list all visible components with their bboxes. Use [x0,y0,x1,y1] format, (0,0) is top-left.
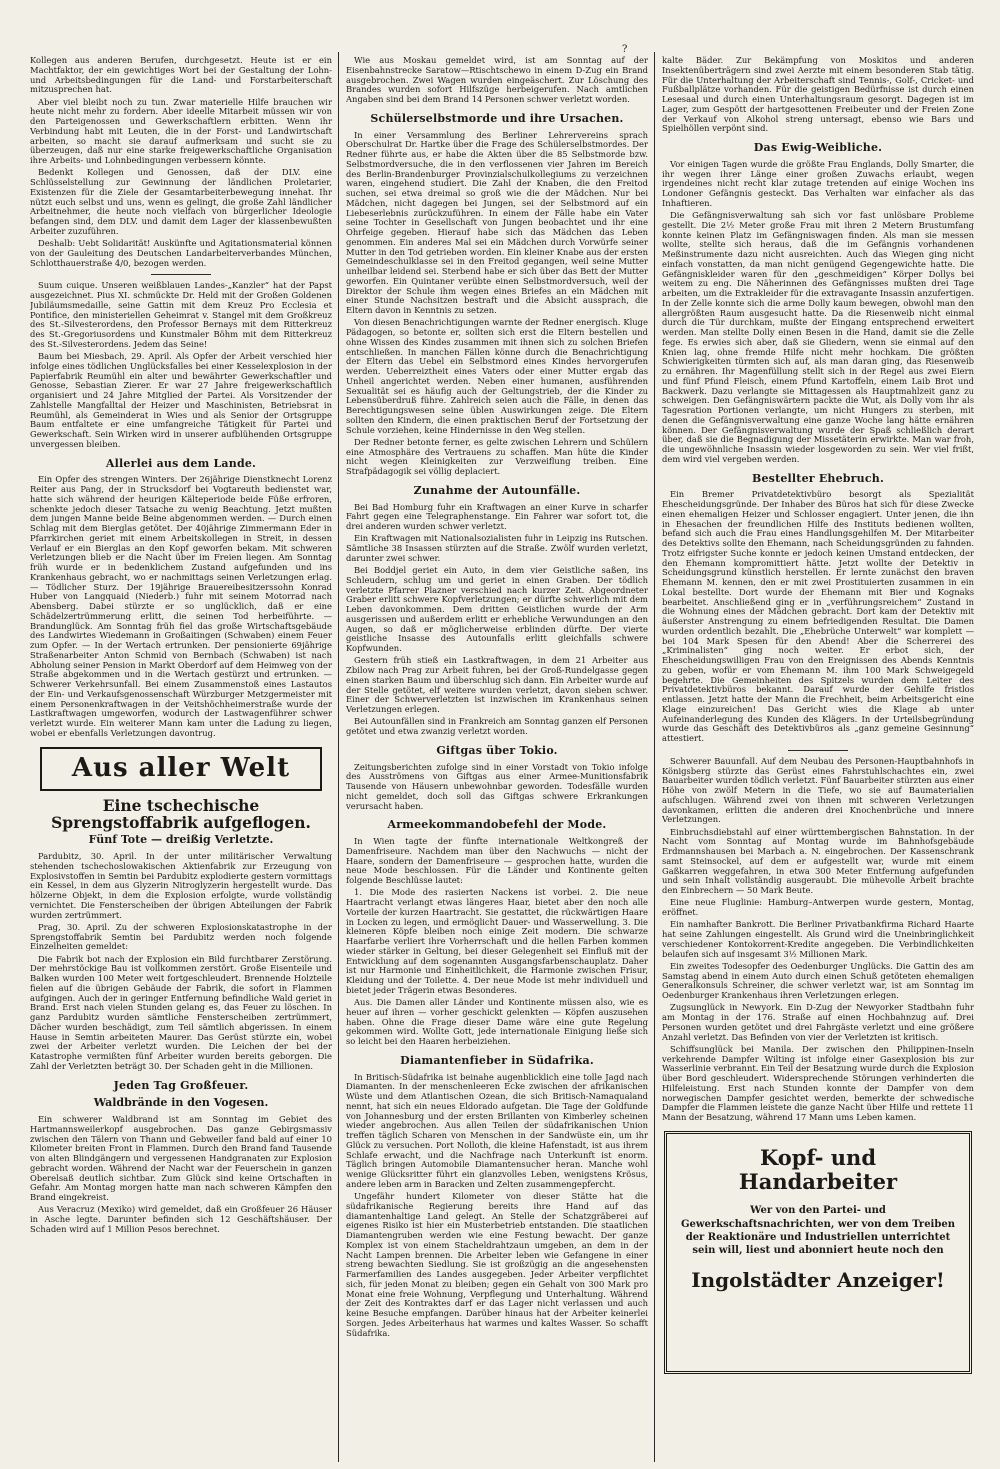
article-paragraph: In Britisch-Südafrika ist beinahe augenblicklich eine tolle Jagd nach Diamanten. In der menschenleeren Ecke zwischen der afrikanischen Wüste und dem Atlantischen Ozean, die sich Britisch-Namaqualand nennt, hat sich ein neues Eldorado aufgetan. Die Tage der Goldfunde von Johannesburg und der ersten Brillanten von Kimberley scheinen wieder angebrochen. Aus allen Teilen der südafrikanischen Union treffen täglich Scharen von Menschen in der Sandwüste ein, um ihr Glück zu versuchen. Port Nolloth, die kleine Hafenstadt, ist aus ihrem Schlafe erwacht, und die Nachfrage nach Unterkunft ist enorm. Täglich bringen Automobile Diamantensucher heran. Manche wohl wenige Glücksritter führt ein glanzvolles Leben, wenigstens Krösus, andere leben arm in Baracken und Zelten zusammengepfercht. [346,1071,648,1189]
column-rule-left [338,52,339,1462]
article-paragraph: Ein schwerer Waldbrand ist am Sonntag im Gebiet des Hartmannsweilerkopf ausgebrochen. Das ganze Gebirgsmassiv zwischen den Tälern von Thann und Gebweiler fand bald auf einer 10 Kilometer breiten Front in Flammen. Durch den Brand fand Tausende von alten Blindgängern und vergessenen Handgranaten zur Explosion gebracht worden. Während der Nacht war der Feuerschein in ganzen Oberelsaß deutlich sichtbar. Zum Glück sind keine Ortschaften in Gefahr. Am Montag morgen hatte man nach schweren Kämpfen den Brand eingekreist. [30,1114,332,1203]
article-paragraph: Schiffsunglück bei Manila. Der zwischen den Philippinen-Inseln verkehrende Dampfer Wilting ist infolge einer Gasexplosion bis zur Wasserlinie verbrannt. Ein Teil der Besatzung wurde durch die Explosion über Bord geschleudert. Widersprechende Störungen verhinderten die Hilfeleistung. Erst nach Stunden konnte der Dampfer von dem norwegischen Dampfer gesichtet werden, bemerkte der schwedische Dampfer die Flammen leistete die ganze Nacht über Hilfe und rettete 11 Mann der Besatzung, während 17 Mann ums Leben kamen. [662,1043,974,1122]
article-paragraph: Gestern früh stieß ein Lastkraftwagen, in dem 21 Arbeiter aus Zbilow nach Prag zur Arbeit fuhren, bei der Groß-Rundelgasse gegen einen starken Baum und überschlug sich dann. Ein Arbeiter wurde auf der Stelle getötet, elf weitere wurden verletzt, davon sieben schwer. Einer der Schwerverletzten ist inzwischen im Krankenhaus seinen Verletzungen erlegen. [346,655,648,714]
advertisement-newspaper-name: Ingolstädter Anzeiger! [691,1268,945,1293]
section-divider [788,750,848,751]
article-paragraph: Die Fabrik bot nach der Explosion ein Bild furchtbarer Zerstörung. Der mehrstöckige Bau ist vollkommen zerstört. Große Eisenteile und Balken wurden 100 Meter weit fortgeschleudert. Brennende Holzteile fielen auf die übrigen Gebäude der Fabrik, die sofort in Flammen aufgingen. Auch der in geringer Entfernung befindliche Wald geriet in Brand. Erst nach vielen Stunden gelang es, das Feuer zu löschen. In ganz Pardubitz wurden sämtliche Fensterscheiben zertrümmert, Dächer wurden beschädigt, zum Teil sämtlich abgerissen. In einem Hause in Semtin arbeiteten Maurer. Das Gerüst stürzte ein, wobei zwei der Arbeiter verletzt wurden. Die Leichen der bei der Katastrophe vermißten fünf Arbeiter wurden bereits geborgen. Die Zahl der Verletzten beträgt 30. Der Schaden geht in die Millionen. [30,953,332,1071]
section-heading-land: Allerlei aus dem Lande. [105,456,257,470]
article-paragraph: Aus. Die Damen aller Länder und Kontinente müssen also, wie es heuer auf ihren — vorher geschickt gelenkten — Köpfen auszusehen haben. Ohne die Frage dieser Dame wäre eine gute Regelung gekommen wird. Wollte Gott, jede internationale Einigung ließe sich so leicht bei den Haaren herbeiziehen. [346,997,648,1046]
article-paragraph: Zeitungsberichten zufolge sind in einer Vorstadt von Tokio infolge des Ausströmens von Giftgas aus einer Armee-Munitionsfabrik Tausende von Häusern unbewohnbar geworden. Todesfälle wurden nicht gemeldet, doch soll das Giftgas schwere Erkrankungen verursacht haben. [346,761,648,811]
article-subheading: Waldbrände in den Vogesen. [93,1096,269,1110]
article-paragraph: Der Redner betonte ferner, es gelte zwischen Lehrern und Schülern eine Atmosphäre des Vertrauens zu schaffen. Man hüte die Kinder nicht wegen Kleinigkeiten zur Verzweiflung treiben. Eine Strafpädagogik sei völlig deplaciert. [346,436,648,476]
article-heading: Giftgas über Tokio. [436,743,558,757]
article-paragraph: Die Gefängnisverwaltung sah sich vor fast unlösbare Probleme gestellt. Die 2½ Meter große Frau mit ihren 2 Metern Brustumfang konnte keinen Platz im Gefängniswagen finden. Als man sie messen wollte, stellte sich heraus, daß die im Gefängnis vorhandenen Meßinstrumente dazu nicht ausreichten. Auch das Wiegen ging nicht einfach vonstatten, da man nicht genügend Gegengewichte hatte. Die Gefängniskleider waren für den „geschmeidigen“ Körper Dollys bei weitem zu eng. Die Näherinnen des Gefängnisses mußten drei Tage arbeiten, um die Extrakleider für die extravagante Insassin anzufertigen. In der Zelle konnte sich die arme Dolly kaum bewegen, obwohl man den allergrößten Raum ausgesucht hatte. Da die Riesenweib nicht einmal durch die Tür durchkam, mußte der Eingang entsprechend erweitert werden. Man stellte Dolly einen Besen in die Hand, damit sie die Zelle fege. Es erwies sich aber, daß sie Gliedern, wenn sie einmal auf den Knien lag, ohne fremde Hilfe nicht mehr hochkam. Die größten Schwierigkeiten türmten sich auf, als man daran ging, das Riesenweib zu ernähren. Ihr Magenfüllung stellt sich in der Regel aus zwei Eiern und fünf Pfund Fleisch, einem Pfund Kartoffeln, einem Laib Brot und Backwerk. Dazu verlangte sie Mittagessen als Hauptmahlzeit ganz zu schweigen. Den Gefängniswärtern packte die Wut, als Dolly vom ihr als Tagesration Portionen verlangte, um nicht Hungers zu sterben, mit denen die Gefängnisverwaltung eine ganze Woche lang hätte ernähren können. Der Gefängnisverwaltung wurde der Spaß schließlich derart über, daß sie die Begnadigung der Missetäterin erwirkte. Man war froh, die ungewöhnliche Insassin wieder losgeworden zu sein. Wer viel frißt, dem wird viel vergeben werden. [662,210,974,464]
advertisement-title: Kopf- und Handarbeiter [738,1144,898,1195]
article-heading: Bestellter Ehebruch. [751,471,885,485]
article-paragraph: Suum cuique. Unseren weißblauen Landes-„Kanzler“ hat der Papst ausgezeichnet. Pius XI. schmückte Dr. Held mit der Großen Goldenen Jubiläumsmedaille, seine Gattin mit dem Kreuz Pro Ecclesia et Pontifice, den ministeriellen Geheimrat v. Stangel mit dem Großkreuz des St.-Silvesterordens, den Professor Bernays mit dem Ritterkreuz des St.-Gregoriusordens und Kunstmaler Böhm mit dem Ritterkreuz des St.-Silvesterordens. Jedem das Seine! [30,280,332,349]
section-banner: Aus aller Welt [40,747,322,791]
article-heading: Schülerselbstmorde und ihre Ursachen. [370,111,624,125]
article-paragraph: Schwerer Bauunfall. Auf dem Neubau des Personen-Hauptbahnhofs in Königsberg stürzte das Gerüst eines Fahrstuhlschachtes ein, zwei Bauarbeiter wurden tödlich verletzt. Fünf Bauarbeiter stürzten aus einer Höhe von zwölf Metern in die Tiefe, wo sie auf Baumaterialien aufschlugen. Während zwei von ihnen mit schweren Verletzungen davonkamen, erlitten die anderen drei Knochenbrüche und innere Verletzungen. [662,755,974,825]
article-paragraph: Prag, 30. April. Zu der schweren Explosionskatastrophe in der Sprengstoffabrik Semtin bei Pardubitz werden noch folgende Einzelheiten gemeldet: [30,921,332,952]
article-paragraph: Ein zweites Todesopfer des Oedenburger Unglücks. Die Gattin des am Samstag abend in einem Auto durch einen Schuß getöteten ehemaligen Generalkonsuls Schreiner, die schwer verletzt war, ist am Sonntag im Oedenburger Krankenhaus ihren Verletzungen erlegen. [662,960,974,1000]
page-number: ? [622,44,628,55]
article-paragraph: Deshalb: Uebt Solidarität! Auskünfte und Agitationsmaterial können von der Gauleitung des Deutschen Landarbeiterverbandes München, Schlotthauerstraße 4/0, bezogen werden. [30,238,332,268]
column-1 [30,56,332,1464]
article-paragraph: Vor einigen Tagen wurde die größte Frau Englands, Dolly Smarter, die ihr wegen ihrer Länge einer großen Zuwachs erlaubt, wegen irgendeines nicht recht klar zutage tretenden auf einige Wochen ins Londoner Gefängnis gesteckt. Das Verhalten war einfacher als das Inhaftieren. [662,158,974,208]
article-paragraph: Aber viel bleibt noch zu tun. Zwar materielle Hilfe brauchen wir heute nicht mehr zu fordern. Aber ideelle Mitarbeit müssen wir von den Parteigenossen und Gewerkschaftlern erbitten. Wenn ihr Verbindung habt mit Leuten, die in der Forst- und Landwirtschaft arbeiten, so macht sie darauf aufmerksam und sucht sie zu überzeugen, daß nur eine starke freigewerkschaftliche Organisation ihre Arbeits- und Lohnbedingungen verbessern könnte. [30,96,332,165]
article-paragraph: Von diesen Benachrichtigungen warnte der Redner energisch. Kluge Pädagogen, so betonte er, sollten sich erst die Eltern bestellen und ohne Wissen des Kindes zusammen mit ihnen sich zu solchen Briefen entschließen. In manchen Fällen könne durch die Benachrichtigung der Eltern das Uebel ein Selbstmord eines Kindes hervorgerufen werden. Ueberreiztheit eines Vaters oder einer Mutter ergab das Unheil angerichtet werden. Neben einer humanen, ausführenden Sexualität sei es häufig auch der Geltungstrieb, der die Kinder zu Lebensüberdruß führe. Zahlreich seien auch die Fälle, in denen das Berechtigungswesen seine üblen Auswirkungen zeige. Die Eltern sollten den Kindern, die einen praktischen Beruf der Fortsetzung der Schule vorziehen, keine Hindernisse in den Weg stellen. [346,317,648,435]
article-paragraph: Zugsunglück in Newyork. Ein D-Zug der Newyorker Stadtbahn fuhr am Montag in der 176. Straße auf einen Hochbahnzug auf. Drei Personen wurden getötet und drei Fahrgäste verletzt und eine größere Anzahl verletzt. Das Befinden von vier der Verletzten ist kritisch. [662,1002,974,1042]
article-paragraph: Ungefähr hundert Kilometer von dieser Stätte hat die südafrikanische Regierung bereits ihre Hand auf das diamantenhaltige Land gelegt. An Stelle der Schatzgräberei auf eigenes Risiko ist hier ein Musterbetrieb entstanden. Die staatlichen Diamantengruben werden wie eine Festung bewacht. Der ganze Komplex ist von einem Stacheldrahtzaun umgeben, an dem in der Nacht Lampen brennen. Die Arbeiter leben wie Gefangene in einer streng bewachten Siedlung. Sie ist großzügig an die angesehensten Farmerfamilien des Landes ausgegeben. Jeder Arbeiter verpflichtet sich, für jeden Monat zu bleiben; gegen ein Gehalt von 300 Mark pro Monat eine freie Wohnung, Verpflegung und Unterhaltung. Während der Zeit des Kontraktes darf er das Lager nicht verlassen und auch keine Besuche empfangen. Darüber hinaus hat der Arbeiter keinerlei Sorgen. Jedes Arbeiterhaus hat warmes und kaltes Wasser. So schafft Südafrika. [346,1191,648,1338]
article-paragraph: Pardubitz, 30. April. In der unter militärischer Verwaltung stehenden tschechoslowakischen Aktienfabrik zur Erzeugung von Explosivstoffen in Semtin bei Pardubitz explodierte gestern vormittags ein Kessel, in dem aus Glyzerin Nitroglyzerin hergestellt wurde. Das hölzerne Objekt, in dem die Explosion erfolgte, wurde vollständig vernichtet. Die Fensterscheiben der übrigen Abteilungen der Fabrik wurden zertrümmert. [30,851,332,920]
article-paragraph: Bei Bad Homburg fuhr ein Kraftwagen an einer Kurve in scharfer Fahrt gegen eine Telegraphenstange. Ein Fahrer war sofort tot, die drei anderen wurden schwer verletzt. [346,501,648,531]
column-rule-right [654,52,655,1462]
article-paragraph: In Wien tagte der fünfte internationale Weltkongreß der Damenfriseure. Nachdem man über den Nachwuchs — nicht der Haare, sondern der Damenfriseure — gesprochen hatte, wurden die neue Mode beschlossen. Für die Länder und Kontinente gelten folgende Beschlüsse lautet: [346,836,648,885]
article-paragraph: Eine neue Fluglinie: Hamburg–Antwerpen wurde gestern, Montag, eröffnet. [662,897,974,917]
article-paragraph: Aus Veracruz (Mexiko) wird gemeldet, daß ein Großfeuer 26 Häuser in Asche legte. Darunter befinden sich 12 Geschäftshäuser. Der Schaden wird auf 1 Million Pesos berechnet. [30,1204,332,1234]
article-heading: Zunahme der Autounfälle. [413,483,581,497]
column-2 [346,56,648,1464]
article-paragraph: Kollegen aus anderen Berufen, durchgesetzt. Heute ist er ein Machtfaktor, der ein gewichtiges Wort bei der Gestaltung der Lohn- und Arbeitsbedingungen für die Land- und Forstarbeiterschaft mitzusprechen hat. [30,56,332,95]
article-paragraph: Ein namhafter Bankrott. Die Berliner Privatbankfirma Richard Haarte hat seine Zahlungen eingestellt. Als Grund wird die Uneinbringlichkeit verschiedener Kontokorrent-Kredite angegeben. Die Verbindlichkeiten belaufen sich auf insgesamt 3½ Millionen Mark. [662,919,974,959]
article-paragraph: Baum bei Miesbach, 29. April. Als Opfer der Arbeit verschied hier infolge eines tödlichen Unglücksfalles bei einer Kesselexplosion in der Papierfabrik Reumühl ein alter und bewährter Gewerkschaftler und Genosse, Sebastian Zierer. Er war 27 Jahre freigewerkschaftlich organisiert und 24 Jahre Mitglied der Partei. Als Vorsitzender der Zahlstelle Mangfalltal der Heizer und Maschinisten, Betriebsrat in Reumühl, als Gemeinderat in Wies und als Senior der Ortsgruppe Baum entfaltete er eine umfangreiche Tätigkeit für Partei und Gewerkschaft. Sein Wirken wird in unserer aufblühenden Ortsgruppe unvergessen bleiben. [30,351,332,449]
column-3 [662,56,974,1464]
advertisement-box [664,1131,972,1374]
lead-headline: Eine tschechische Sprengstoffabrik aufgeflogen. [51,795,311,833]
article-heading: Jeden Tag Großfeuer. [113,1078,249,1092]
article-paragraph: Bei Autounfällen sind in Frankreich am Sonntag ganzen elf Personen getötet und etwa zwanzig verletzt worden. [346,716,648,736]
article-heading: Armeekommandobefehl der Mode. [387,818,607,832]
lead-subheadline: Fünf Tote — dreißig Verletzte. [88,833,274,847]
article-paragraph: kalte Bäder. Zur Bekämpfung von Moskitos und anderen Insektenüberträgern sind zwei Aerzte mit einem besonderen Stab tätig. Für die Unterhaltung der Arbeiterschaft sind Tennis-, Golf-, Cricket- und Fußballplätze vorhanden. Für die geistigen Bedürfnisse ist durch einen Lesesaal und durch einen Unterhaltungsraum gesorgt. Dagegen ist im Lager, zum Gespött der hartgesottenen Freibeuter und der Freien Zone der Verkauf von Alkohol streng untersagt, ebenso wie Bars und Spielhöllen verpönt sind. [662,56,974,134]
article-heading: Diamantenfieber in Südafrika. [400,1053,594,1067]
advertisement-body: Wer von den Partei- und Gewerkschaftsnachrichten, wer von dem Treiben der Reaktionäre und Industriellen unterrichtet sein will, liest und abonniert heute noch den [681,1205,955,1257]
section-divider [151,274,211,275]
article-heading: Das Ewig-Weibliche. [753,141,883,154]
article-paragraph: Bei Boddjel geriet ein Auto, in dem vier Geistliche saßen, ins Schleudern, schlug um und geriet in einen Graben. Der tödlich verletzte Pfarrer Plazner verschied nach kurzer Zeit. Abgeordneter Graber erlitt schwere Kopfverletzungen; er dürfte schwerlich mit dem Leben davonkommen. Dem dritten Geistlichen wurde der Arm ausgerissen und außerdem erlitt er erhebliche Verwundungen an den Augen, so daß er möglicherweise erblinden dürfte. Der vierte geistliche Insasse des Autounfalls erlitt gleichfalls schwere Kopfwunden. [346,565,648,653]
article-paragraph: Ein Opfer des strengen Winters. Der 26jährige Dienstknecht Lorenz Reiter aus Pang, der in Strucksdorf bei Vogtareuth bedienstet war, hatte sich während der heurigen Kälteperiode beide Füße erfroren, schenkte jedoch dieser Tatsache zu wenig Beachtung. Jetzt mußten dem jungen Manne beide Beine abgenommen werden. — Durch einen Schlag mit dem Bierglas getötet. Der 40jährige Zimmermann Eder in Pfarrkirchen geriet mit einem Arbeitskollegen in Streit, in dessen Verlauf er ein Bierglas an den Kopf geworfen bekam. Mit schweren Verletzungen blieb er die Nacht über im Freien liegen. Am Sonntag früh wurde er in bedenklichem Zustand aufgefunden und ins Krankenhaus gebracht, wo er nachmittags seinen Verletzungen erlag. — Tödlicher Sturz. Der 19jährige Brauereibesitzerssohn Konrad Huber von Langquaid (Niederb.) fuhr mit seinem Motorrad nach Abensberg. Dabei stürzte er so unglücklich, daß er eine Schädelzertrümmerung erlitt, die seinen Tod herbeiführte. — Brandunglück. Am Sonntag früh fiel das große Wirtschaftsgebäude des Landwirtes Wiedemann in Großaitingen (Schwaben) einem Feuer zum Opfer. — In der Wertach ertrunken. Der pensionierte 69jährige Straßenarbeiter Anton Schmid von Bernbach (Schwaben) ist nach Abholung seiner Pension in Markt Oberdorf auf dem Heimweg von der Straße abgekommen und in die Wertach gestürzt und ertrunken. — Schwerer Verkehrsunfall. Bei einem Zusammenstoß eines Lastautos der Ein- und Verkaufsgenossenschaft Würzburger Metzgermeister mit einem Personenkraftwagen in der Veitshöchheimerstraße wurde der Lastkraftwagen umgeworfen, wodurch der Lastwagenführer schwer verletzt wurde. Ein weiterer Mann kam unter die Ladung zu liegen, wobei er ebenfalls Verletzungen davontrug. [30,474,332,738]
article-paragraph: Wie aus Moskau gemeldet wird, ist am Sonntag auf der Eisenbahnstrecke Saratow—Rtischtschewo in einem D-Zug ein Brand ausgebrochen. Zwei Wagen wurden eingeäschert. Zur Löschung des Brandes wurden sofort Hilfszüge herbeigerufen. Nach amtlichen Angaben sind bei dem Brand 14 Personen schwer verletzt worden. [346,56,648,104]
article-paragraph: Ein Kraftwagen mit Nationalsozialisten fuhr in Leipzig ins Rutschen. Sämtliche 38 Insassen stürzten auf die Straße. Zwölf wurden verletzt, darunter zwei schwer. [346,533,648,563]
article-paragraph: Ein Bremer Privatdetektivbüro besorgt als Spezialität Ehescheidungsgründe. Der Inhaber des Büros hat sich für diese Zwecke einen ehemaligen Heizer und Schlosser engagiert. Unter jenen, die ihn in Ehesachen der freundlichen Hilfe des Instituts bedienen wollten, befand sich auch die Frau eines Handlungsgehilfen M. Der Mitarbeiter des Detektivs sollte den Ehemann, nach Scheidungsgründen zu fahnden. Trotz eifrigster Suche konnte er jedoch keinen Umstand entdecken, der den Ehemann kompromittiert hätte. Jetzt wollte der Detektiv in Scheidungsgrund künstlich herstellen. Er lernte zunächst den braven Ehemann M. kennen, den er mit zwei Prostituierten zusammen in ein Lokal bestellte. Dort wurde der Ehemann mit Bier und Kognaks bearbeitet. Anschließend ging er in „verführungsreichem“ Zustand in die Wohnung eines der Mädchen gebracht. Dort kam der Detektiv mit äußerster Anstrengung zu einem befriedigenden Resultat. Die Damen wurden ordentlich bezahlt. Die „Ehebrüche Unterwelt“ war komplett — bei 104 Mark Spesen für den Abend! Aber die Scherrerei des „Kriminalisten“ ging noch weiter. Er erbot sich, der Ehescheidungswilligen Frau von den Ereignissen des Abends Kenntnis zu geben, wofür er vom Ehemann M. ihm 100 Mark Schweigegeld begehrte. Die Gemeinheiten des Spitzels wurden dem Leiter des Privatdetektivbüros bekannt. Darauf wurde der Gehilfe fristlos entlassen. Jetzt hatte der Mann die Frechheit, beim Arbeitsgericht eine Klage einzureichen! Das Gericht wies die Klage ab unter Aufeinanderlegung des Kunden des Klägers. In der Urteilsbegründung wurde das Geschäft des Detektivbüros als „ganz gemeine Gesinnung“ attestiert. [662,489,974,743]
article-paragraph: Einbruchsdiebstahl auf einer württembergischen Bahnstation. In der Nacht vom Sonntag auf Montag wurde im Bahnhofsgebäude Erdmannshausen bei Marbach a. N. eingebrochen. Der Kassenschrank samt Steinsockel, auf dem er aufgestellt war, wurde mit einem Gaßkarren weggefahren, in etwa 300 Meter Entfernung aufgefunden und sein Inhalt vollständig ausgeraubt. Die mühevolle Arbeit brachte den Einbrechern — 50 Mark Beute. [662,826,974,895]
article-paragraph: Bedenkt Kollegen und Genossen, daß der DLV. eine Schlüsselstellung zur Gewinnung der ländlichen Proletarier, Existenzen für die Ziele der Gesamtarbeiterbewegung innehat. Ihr nützt euch selbst und uns, wenn es gelingt, die große Zahl ländlicher Arbeitnehmer, die heute noch vielfach von bürgerlicher Ideologie befangen sind, dem DLV. und damit dem Lager der klassenbewußten Arbeiter zuzuführen. [30,167,332,236]
article-paragraph: In einer Versammlung des Berliner Lehrervereins sprach Oberschulrat Dr. Hartke über die Frage des Schülerselbstmordes. Der Redner führte aus, er habe die Akten über die 85 Selbstmorde bzw. Selbstmordversuche, die in den verflossenen vier Jahren im Bereich des Berlin-Brandenburger Provinzialschulkollegiums zu verzeichnen waren, eingehend studiert. Die Zahl der Knaben, die den Freitod suchen, sei etwa dreimal so groß wie die der Mädchen. Nur bei Mädchen, nicht dagegen bei Jungen, sei der Selbstmord auf ein Liebeserlebnis zurückzuführen. In einem der Fälle habe ein Vater seine Tochter in Gesellschaft von Jungen beobachtet und ihr eine Ohrfeige gegeben. Hierauf habe sich das Mädchen das Leben genommen. Ein anderes Mal sei ein Mädchen durch Vorwürfe seiner Mutter in den Tod getrieben worden. Ein kleiner Knabe aus der ersten Gemeindeschulklasse sei in den Freitod gegangen, weil seine Mutter unheilbar leidend sei. Sterbend habe er sich über das Bett der Mutter geworfen. Ein Quintaner verübte einen Selbstmordversuch, weil der Direktor der Schule ihm wegen eines Briefes an ein Mädchen mit einer Stunde Nachsitzen bestraft und die Absicht aussprach, die Eltern davon in Kenntnis zu setzen. [346,129,648,315]
article-paragraph: 1. Die Mode des rasierten Nackens ist vorbei. 2. Die neue Haartracht verlangt etwas längeres Haar, bietet aber den noch alle Vorteile der kurzen Haartracht. Sie gestattet, die rückwärtigen Haare in Locken zu legen, und ermöglicht Dauer- und Wasserwellung. 3. Die kleineren Köpfe bleiben noch einige Zeit modern. Die schwarze Haarfarbe verliert ihre Vorherrschaft und die hellen Farben kommen wieder stärker in Geltung, bei dieser Gelegenheit sei Einfluß mit der Entwicklung auf dem sogenannten Ausgangsfarbenschauplatz. Daher ist nur Harmonie und Einheitlichkeit, die Harmonie zwischen Frisur, Kleidung und der Toilette. 4. Der neue Mode ist mehr individuell und bietet jeder Trägerin etwas Besonderes. [346,887,648,995]
